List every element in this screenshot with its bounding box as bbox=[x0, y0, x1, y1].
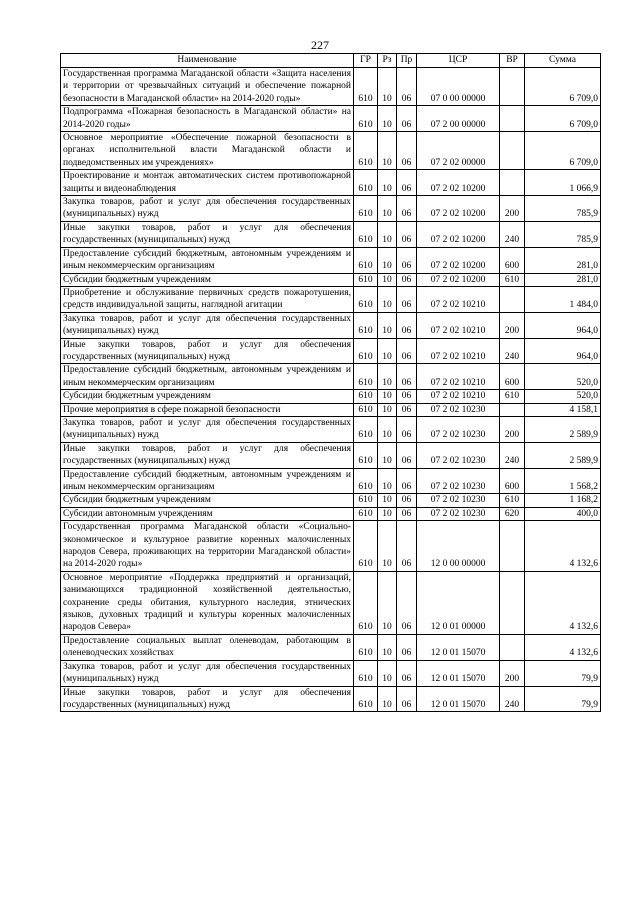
cell-name: Государственная программа Магаданской области «Защита населения и территории от чрезвычайных ситуаций и обеспечение пожарной безопасности в Магаданской области» на 2014-2020 годы» bbox=[61, 68, 354, 106]
cell-rz: 10 bbox=[378, 468, 397, 494]
cell-vr bbox=[500, 634, 525, 660]
cell-sum: 79,9 bbox=[525, 660, 601, 686]
table-row bbox=[61, 273, 601, 286]
cell-rz: 10 bbox=[378, 416, 397, 442]
cell-vr: 200 bbox=[500, 416, 525, 442]
cell-rz: 10 bbox=[378, 571, 397, 634]
cell-pr: 06 bbox=[397, 403, 417, 416]
cell-csr: 07 2 02 10210 bbox=[417, 286, 500, 312]
cell-rz: 10 bbox=[378, 521, 397, 572]
cell-rz: 10 bbox=[378, 273, 397, 286]
cell-pr: 06 bbox=[397, 494, 417, 507]
cell-sum: 1 066,9 bbox=[525, 170, 601, 196]
cell-vr bbox=[500, 170, 525, 196]
cell-gr: 610 bbox=[354, 403, 378, 416]
cell-vr: 200 bbox=[500, 660, 525, 686]
cell-sum: 6 709,0 bbox=[525, 132, 601, 170]
table-row bbox=[61, 521, 601, 572]
header-csr: ЦСР bbox=[417, 54, 500, 68]
cell-sum: 1 568,2 bbox=[525, 468, 601, 494]
cell-name: Предоставление субсидий бюджетным, автономным учреждениям и иным некоммерческим организациям bbox=[61, 364, 354, 390]
cell-vr: 240 bbox=[500, 442, 525, 468]
cell-rz: 10 bbox=[378, 106, 397, 132]
cell-pr: 06 bbox=[397, 286, 417, 312]
cell-pr: 06 bbox=[397, 338, 417, 364]
cell-vr bbox=[500, 132, 525, 170]
cell-csr: 12 0 00 00000 bbox=[417, 521, 500, 572]
cell-csr: 07 2 02 10200 bbox=[417, 170, 500, 196]
header-name: Наименование bbox=[61, 54, 354, 68]
table-row bbox=[61, 634, 601, 660]
cell-csr: 12 0 01 15070 bbox=[417, 634, 500, 660]
cell-pr: 06 bbox=[397, 132, 417, 170]
cell-pr: 06 bbox=[397, 571, 417, 634]
table-row bbox=[61, 390, 601, 403]
cell-gr: 610 bbox=[354, 132, 378, 170]
table-row bbox=[61, 196, 601, 222]
cell-sum: 281,0 bbox=[525, 273, 601, 286]
table-row bbox=[61, 312, 601, 338]
cell-vr: 610 bbox=[500, 390, 525, 403]
cell-gr: 610 bbox=[354, 364, 378, 390]
cell-sum: 400,0 bbox=[525, 507, 601, 520]
cell-rz: 10 bbox=[378, 686, 397, 712]
cell-vr bbox=[500, 286, 525, 312]
table-header-row bbox=[61, 54, 601, 68]
header-sum: Сумма bbox=[525, 54, 601, 68]
cell-name: Субсидии бюджетным учреждениям bbox=[61, 273, 354, 286]
cell-vr: 620 bbox=[500, 507, 525, 520]
table-row bbox=[61, 132, 601, 170]
cell-gr: 610 bbox=[354, 170, 378, 196]
cell-vr: 200 bbox=[500, 196, 525, 222]
cell-sum: 4 132,6 bbox=[525, 571, 601, 634]
cell-pr: 06 bbox=[397, 390, 417, 403]
cell-sum: 6 709,0 bbox=[525, 106, 601, 132]
table-row bbox=[61, 247, 601, 273]
cell-name: Закупка товаров, работ и услуг для обеспечения государственных (муниципальных) нужд bbox=[61, 660, 354, 686]
cell-pr: 06 bbox=[397, 312, 417, 338]
cell-vr: 200 bbox=[500, 312, 525, 338]
cell-csr: 12 0 01 00000 bbox=[417, 571, 500, 634]
cell-rz: 10 bbox=[378, 494, 397, 507]
cell-sum: 785,9 bbox=[525, 196, 601, 222]
cell-vr: 600 bbox=[500, 364, 525, 390]
cell-rz: 10 bbox=[378, 196, 397, 222]
cell-rz: 10 bbox=[378, 68, 397, 106]
cell-sum: 4 132,6 bbox=[525, 521, 601, 572]
cell-pr: 06 bbox=[397, 221, 417, 247]
cell-sum: 1 484,0 bbox=[525, 286, 601, 312]
cell-pr: 06 bbox=[397, 468, 417, 494]
header-vr: ВР bbox=[500, 54, 525, 68]
cell-name: Субсидии бюджетным учреждениям bbox=[61, 390, 354, 403]
cell-gr: 610 bbox=[354, 686, 378, 712]
cell-name: Основное мероприятие «Поддержка предприятий и организаций, занимающихся традиционной хозяйственной деятельностью, сохранение среды обитания, культурного наследия, этнических языков, духовных традиций и культуры коренных малочисленных народов Севера» bbox=[61, 571, 354, 634]
cell-name: Предоставление субсидий бюджетным, автономным учреждениям и иным некоммерческим организациям bbox=[61, 468, 354, 494]
cell-csr: 07 2 02 10230 bbox=[417, 442, 500, 468]
table-row bbox=[61, 106, 601, 132]
table-row bbox=[61, 286, 601, 312]
cell-rz: 10 bbox=[378, 403, 397, 416]
cell-sum: 1 168,2 bbox=[525, 494, 601, 507]
cell-sum: 4 158,1 bbox=[525, 403, 601, 416]
cell-vr: 610 bbox=[500, 494, 525, 507]
cell-pr: 06 bbox=[397, 247, 417, 273]
cell-vr: 600 bbox=[500, 247, 525, 273]
cell-csr: 12 0 01 15070 bbox=[417, 686, 500, 712]
cell-rz: 10 bbox=[378, 390, 397, 403]
cell-sum: 964,0 bbox=[525, 312, 601, 338]
cell-gr: 610 bbox=[354, 338, 378, 364]
cell-name: Иные закупки товаров, работ и услуг для обеспечения государственных (муниципальных) нужд bbox=[61, 338, 354, 364]
table-body bbox=[61, 68, 601, 712]
cell-csr: 07 2 02 10200 bbox=[417, 196, 500, 222]
cell-sum: 4 132,6 bbox=[525, 634, 601, 660]
cell-sum: 79,9 bbox=[525, 686, 601, 712]
header-gr: ГР bbox=[354, 54, 378, 68]
cell-gr: 610 bbox=[354, 442, 378, 468]
table-row bbox=[61, 468, 601, 494]
cell-sum: 6 709,0 bbox=[525, 68, 601, 106]
cell-csr: 12 0 01 15070 bbox=[417, 660, 500, 686]
cell-vr: 240 bbox=[500, 338, 525, 364]
cell-pr: 06 bbox=[397, 507, 417, 520]
cell-pr: 06 bbox=[397, 660, 417, 686]
cell-name: Закупка товаров, работ и услуг для обеспечения государственных (муниципальных) нужд bbox=[61, 312, 354, 338]
cell-rz: 10 bbox=[378, 507, 397, 520]
cell-vr: 600 bbox=[500, 468, 525, 494]
cell-name: Иные закупки товаров, работ и услуг для обеспечения государственных (муниципальных) нужд bbox=[61, 686, 354, 712]
cell-csr: 07 2 02 10200 bbox=[417, 273, 500, 286]
cell-gr: 610 bbox=[354, 634, 378, 660]
cell-name: Подпрограмма «Пожарная безопасность в Магаданской области» на 2014-2020 годы» bbox=[61, 106, 354, 132]
cell-rz: 10 bbox=[378, 338, 397, 364]
cell-csr: 07 2 02 10230 bbox=[417, 494, 500, 507]
cell-rz: 10 bbox=[378, 221, 397, 247]
cell-vr bbox=[500, 521, 525, 572]
cell-vr bbox=[500, 106, 525, 132]
cell-gr: 610 bbox=[354, 390, 378, 403]
header-pr: Пр bbox=[397, 54, 417, 68]
cell-csr: 07 2 02 10230 bbox=[417, 507, 500, 520]
cell-name: Предоставление социальных выплат оленеводам, работающим в оленеводческих хозяйствах bbox=[61, 634, 354, 660]
cell-gr: 610 bbox=[354, 416, 378, 442]
cell-vr bbox=[500, 68, 525, 106]
cell-rz: 10 bbox=[378, 634, 397, 660]
table-row bbox=[61, 416, 601, 442]
cell-vr: 240 bbox=[500, 221, 525, 247]
cell-pr: 06 bbox=[397, 634, 417, 660]
cell-name: Закупка товаров, работ и услуг для обеспечения государственных (муниципальных) нужд bbox=[61, 416, 354, 442]
cell-rz: 10 bbox=[378, 312, 397, 338]
cell-gr: 610 bbox=[354, 521, 378, 572]
table-row bbox=[61, 68, 601, 106]
cell-vr bbox=[500, 403, 525, 416]
table-row bbox=[61, 571, 601, 634]
cell-name: Государственная программа Магаданской области «Социально-экономическое и культурное развитие коренных малочисленных народов Севера, проживающих на территории Магаданской области» на 2014-2020 годы» bbox=[61, 521, 354, 572]
cell-csr: 07 2 02 00000 bbox=[417, 132, 500, 170]
table-row bbox=[61, 686, 601, 712]
header-rz: Рз bbox=[378, 54, 397, 68]
cell-csr: 07 2 02 10210 bbox=[417, 312, 500, 338]
cell-csr: 07 2 02 10210 bbox=[417, 338, 500, 364]
cell-sum: 520,0 bbox=[525, 364, 601, 390]
cell-sum: 2 589,9 bbox=[525, 442, 601, 468]
cell-gr: 610 bbox=[354, 286, 378, 312]
page-number: 227 bbox=[311, 38, 329, 52]
cell-gr: 610 bbox=[354, 507, 378, 520]
table-row bbox=[61, 221, 601, 247]
cell-rz: 10 bbox=[378, 132, 397, 170]
cell-gr: 610 bbox=[354, 221, 378, 247]
cell-vr: 240 bbox=[500, 686, 525, 712]
cell-gr: 610 bbox=[354, 68, 378, 106]
table-row bbox=[61, 170, 601, 196]
cell-gr: 610 bbox=[354, 273, 378, 286]
cell-rz: 10 bbox=[378, 442, 397, 468]
cell-sum: 520,0 bbox=[525, 390, 601, 403]
cell-gr: 610 bbox=[354, 660, 378, 686]
cell-rz: 10 bbox=[378, 170, 397, 196]
cell-csr: 07 2 00 00000 bbox=[417, 106, 500, 132]
cell-pr: 06 bbox=[397, 68, 417, 106]
cell-csr: 07 2 02 10210 bbox=[417, 390, 500, 403]
table-row bbox=[61, 660, 601, 686]
cell-pr: 06 bbox=[397, 196, 417, 222]
cell-rz: 10 bbox=[378, 286, 397, 312]
cell-name: Проектирование и монтаж автоматических систем противопожарной защиты и видеонаблюдения bbox=[61, 170, 354, 196]
cell-sum: 281,0 bbox=[525, 247, 601, 273]
table-row bbox=[61, 442, 601, 468]
cell-csr: 07 0 00 00000 bbox=[417, 68, 500, 106]
cell-rz: 10 bbox=[378, 660, 397, 686]
budget-table bbox=[60, 53, 601, 712]
cell-pr: 06 bbox=[397, 364, 417, 390]
cell-gr: 610 bbox=[354, 312, 378, 338]
table-row bbox=[61, 403, 601, 416]
cell-rz: 10 bbox=[378, 364, 397, 390]
table-row bbox=[61, 364, 601, 390]
cell-gr: 610 bbox=[354, 468, 378, 494]
table-row bbox=[61, 338, 601, 364]
cell-csr: 07 2 02 10200 bbox=[417, 221, 500, 247]
table-row bbox=[61, 507, 601, 520]
cell-gr: 610 bbox=[354, 571, 378, 634]
cell-rz: 10 bbox=[378, 247, 397, 273]
cell-sum: 2 589,9 bbox=[525, 416, 601, 442]
table-row bbox=[61, 494, 601, 507]
cell-pr: 06 bbox=[397, 416, 417, 442]
cell-csr: 07 2 02 10230 bbox=[417, 416, 500, 442]
cell-gr: 610 bbox=[354, 247, 378, 273]
cell-sum: 964,0 bbox=[525, 338, 601, 364]
cell-pr: 06 bbox=[397, 170, 417, 196]
cell-pr: 06 bbox=[397, 686, 417, 712]
cell-name: Субсидии автономным учреждениям bbox=[61, 507, 354, 520]
cell-vr: 610 bbox=[500, 273, 525, 286]
cell-gr: 610 bbox=[354, 106, 378, 132]
cell-pr: 06 bbox=[397, 273, 417, 286]
cell-csr: 07 2 02 10230 bbox=[417, 403, 500, 416]
cell-gr: 610 bbox=[354, 196, 378, 222]
cell-sum: 785,9 bbox=[525, 221, 601, 247]
cell-name: Иные закупки товаров, работ и услуг для обеспечения государственных (муниципальных) нужд bbox=[61, 221, 354, 247]
cell-pr: 06 bbox=[397, 521, 417, 572]
cell-csr: 07 2 02 10200 bbox=[417, 247, 500, 273]
cell-name: Приобретение и обслуживание первичных средств пожаротушения, средств индивидуальной защиты, наглядной агитации bbox=[61, 286, 354, 312]
cell-name: Предоставление субсидий бюджетным, автономным учреждениям и иным некоммерческим организациям bbox=[61, 247, 354, 273]
cell-name: Основное мероприятие «Обеспечение пожарной безопасности в органах исполнительной власти Магаданской области и подведомственных им учреждениях» bbox=[61, 132, 354, 170]
cell-gr: 610 bbox=[354, 494, 378, 507]
cell-name: Субсидии бюджетным учреждениям bbox=[61, 494, 354, 507]
cell-csr: 07 2 02 10210 bbox=[417, 364, 500, 390]
cell-pr: 06 bbox=[397, 442, 417, 468]
cell-vr bbox=[500, 571, 525, 634]
cell-name: Закупка товаров, работ и услуг для обеспечения государственных (муниципальных) нужд bbox=[61, 196, 354, 222]
cell-name: Прочие мероприятия в сфере пожарной безопасности bbox=[61, 403, 354, 416]
cell-csr: 07 2 02 10230 bbox=[417, 468, 500, 494]
cell-name: Иные закупки товаров, работ и услуг для обеспечения государственных (муниципальных) нужд bbox=[61, 442, 354, 468]
cell-pr: 06 bbox=[397, 106, 417, 132]
